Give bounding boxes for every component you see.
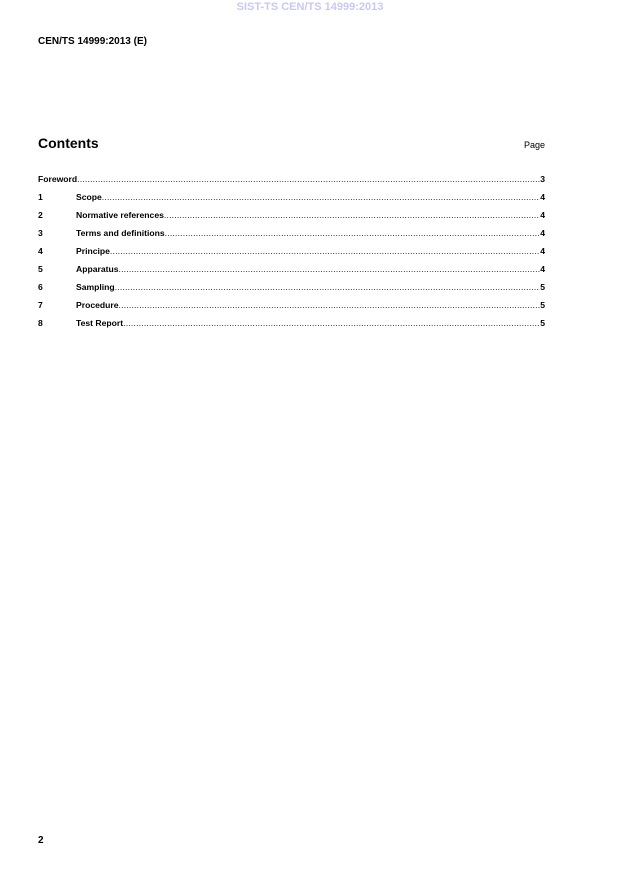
toc-entry-title: Test Report <box>76 318 124 328</box>
toc-entry[interactable] <box>38 192 545 210</box>
toc-entry-number: 4 <box>38 246 43 256</box>
dot-leader <box>77 174 540 184</box>
toc-entry-title: Principe <box>76 246 110 256</box>
contents-title: Contents <box>38 135 99 151</box>
toc-entry[interactable] <box>38 246 545 264</box>
dot-leader <box>102 192 540 202</box>
toc-entry-page: 5 <box>540 318 545 328</box>
toc-entry[interactable] <box>38 264 545 282</box>
toc-entry-title: Procedure <box>76 300 119 310</box>
dot-leader <box>115 282 541 292</box>
toc-entry[interactable] <box>38 228 545 246</box>
toc-entry-number: 3 <box>38 228 43 238</box>
dot-leader <box>119 264 541 274</box>
toc-entry-title: Sampling <box>76 282 115 292</box>
toc-entry-page: 4 <box>540 228 545 238</box>
toc-entry-page: 5 <box>540 300 545 310</box>
toc-entry[interactable] <box>38 210 545 228</box>
toc-entry-title: Terms and definitions <box>76 228 165 238</box>
toc-entry-page: 4 <box>540 192 545 202</box>
toc-entry-page: 4 <box>540 246 545 256</box>
toc-entry-number: 8 <box>38 318 43 328</box>
toc-entry-title: Foreword <box>38 174 78 184</box>
toc-entry[interactable] <box>38 300 545 318</box>
toc-entry-number: 5 <box>38 264 43 274</box>
document-header: CEN/TS 14999:2013 (E) <box>38 36 147 47</box>
toc-entry-foreword[interactable] <box>38 174 545 192</box>
toc-entry-number: 7 <box>38 300 43 310</box>
toc-entry-page: 3 <box>540 174 545 184</box>
toc-entry-title: Normative references <box>76 210 164 220</box>
dot-leader <box>119 300 541 310</box>
toc-entry-number: 2 <box>38 210 43 220</box>
dot-leader <box>123 318 540 328</box>
table-of-contents <box>38 174 545 336</box>
toc-entry-title: Scope <box>76 192 102 202</box>
dot-leader <box>164 210 540 220</box>
toc-entry-page: 4 <box>540 210 545 220</box>
dot-leader <box>165 228 541 238</box>
toc-entry-page: 4 <box>540 264 545 274</box>
dot-leader <box>110 246 540 256</box>
toc-entry-page: 5 <box>540 282 545 292</box>
toc-entry-number: 6 <box>38 282 43 292</box>
watermark: SIST-TS CEN/TS 14999:2013 <box>236 1 384 13</box>
page-column-label: Page <box>523 140 545 150</box>
toc-entry-number: 1 <box>38 192 43 202</box>
toc-entry[interactable] <box>38 282 545 300</box>
toc-entry-title: Apparatus <box>76 264 119 274</box>
toc-entry[interactable] <box>38 318 545 336</box>
page-number: 2 <box>38 835 44 846</box>
